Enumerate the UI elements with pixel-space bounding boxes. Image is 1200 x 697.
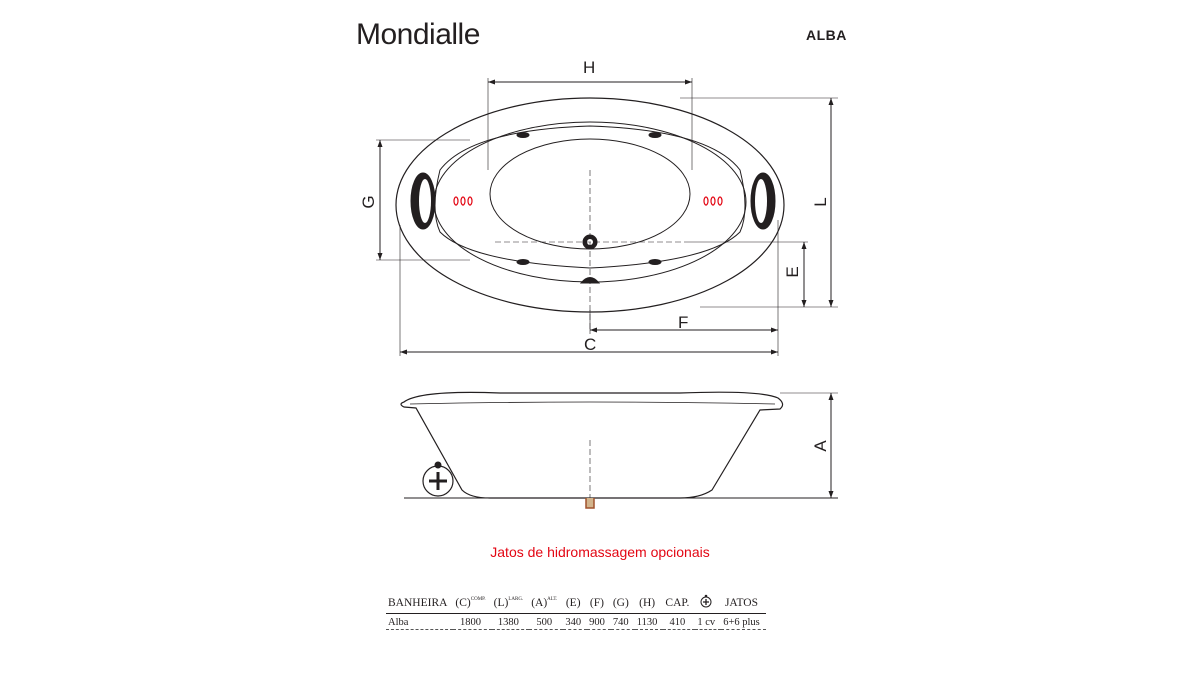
header-g: (G) (611, 594, 635, 614)
header-h: (H) (635, 594, 664, 614)
cell-f: 900 (587, 614, 611, 630)
header-cap: CAP. (663, 594, 695, 614)
specs-header-row (386, 594, 766, 614)
cell-g: 740 (611, 614, 635, 630)
cell-h: 1130 (635, 614, 664, 630)
cell-e: 340 (563, 614, 587, 630)
label-e: E (783, 266, 802, 278)
header-banheira: BANHEIRA (386, 594, 453, 614)
header-a: $(A)^{ALT.}$ (529, 594, 563, 614)
model-name: ALBA (806, 27, 847, 43)
header-l: $(L)^{LARG.}$ (492, 594, 530, 614)
optional-jets-left (454, 197, 472, 205)
cell-a: 500 (529, 614, 563, 630)
cell-model: Alba (386, 614, 453, 630)
jet (649, 260, 661, 265)
table-row (386, 614, 766, 630)
label-a: A (811, 440, 830, 452)
cell-cap: 410 (663, 614, 695, 630)
jet (649, 133, 661, 138)
cell-c: 1800 (453, 614, 491, 630)
cell-l: 1380 (492, 614, 530, 630)
header-c: $(C)^{COMP.}$ (453, 594, 491, 614)
header-motor (695, 594, 721, 614)
brand-logo: Mondialle (356, 18, 480, 51)
tub-side-profile (401, 392, 783, 498)
label-l: L (811, 197, 830, 207)
jet (517, 260, 529, 265)
header-e: (E) (563, 594, 587, 614)
jet (517, 133, 529, 138)
label-g: G (359, 195, 378, 209)
header-f: (F) (587, 594, 611, 614)
cell-motor: 1 cv (695, 614, 721, 630)
label-c: C (584, 335, 597, 354)
optional-jets-note: Jatos de hidromassagem opcionais (490, 544, 710, 560)
label-h: H (583, 58, 596, 77)
label-f: F (678, 313, 689, 332)
motor-icon (699, 594, 713, 608)
drain-valve (586, 498, 594, 508)
specs-table (386, 594, 766, 630)
optional-jets-right (704, 197, 722, 205)
header-jatos: JATOS (721, 594, 766, 614)
cell-jatos: 6+6 plus (721, 614, 766, 630)
